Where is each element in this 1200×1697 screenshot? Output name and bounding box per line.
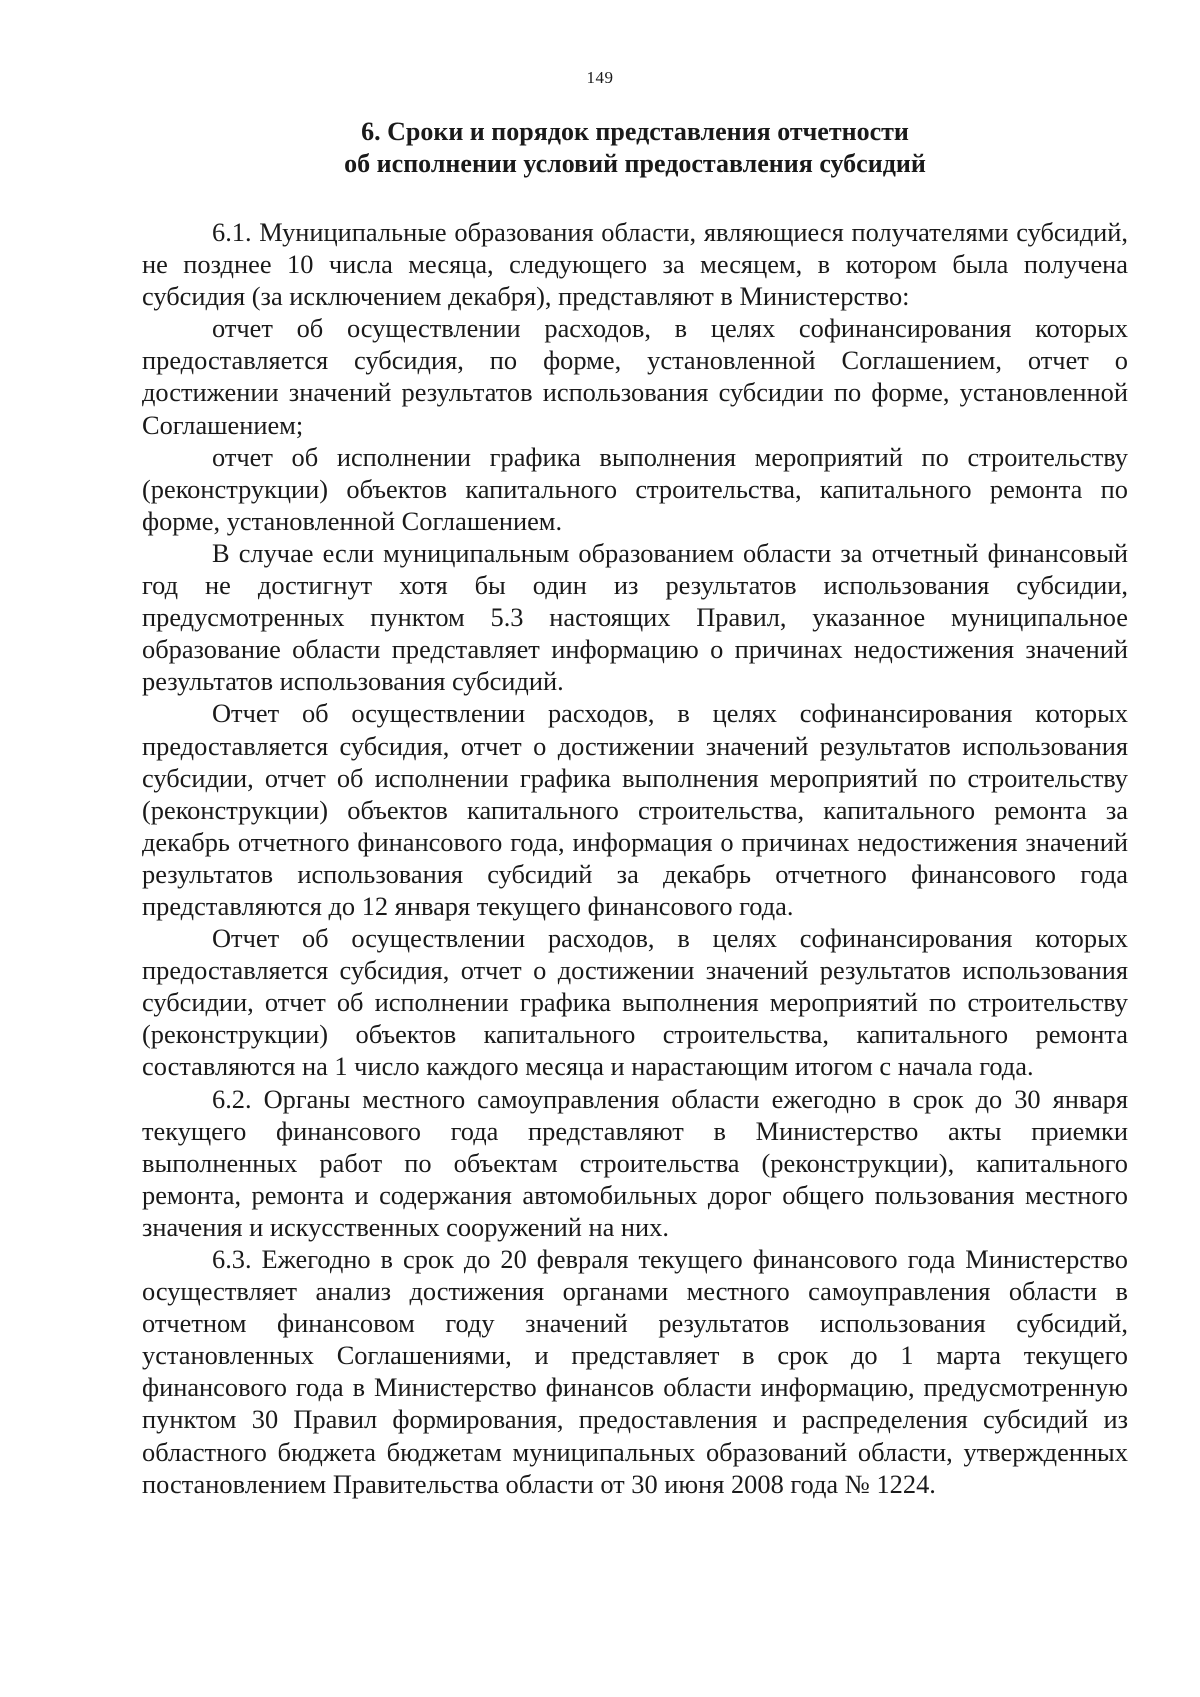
paragraph-6-2: 6.2. Органы местного самоуправления области ежегодно в срок до 30 января текущего финансового года представляют в Министерство акты приемки выполненных работ по объектам строительства (реконструкции), капитального ремонта, ремонта и содержания автомобильных дорог общего пользования местного значения и искусственных сооружений на них. [142, 1083, 1128, 1242]
section-heading-line-1: 6. Сроки и порядок представления отчетности [361, 117, 909, 146]
page-number: 149 [586, 68, 614, 87]
paragraph-6-1: 6.1. Муниципальные образования области, являющиеся получателями субсидий, не позднее 10 числа месяца, следующего за месяцем, в котором была получена субсидия (за исключением декабря), представляют в Министерство: [142, 217, 1128, 312]
document-body [142, 216, 1128, 1500]
paragraph-not-achieved: В случае если муниципальным образованием области за отчетный финансовый год не достигнут хотя бы один из результатов использования субсидии, предусмотренных пунктом 5.3 настоящих Правил, указанное муниципальное образование области представляет информацию о причинах недостижения значений результатов использования субсидий. [142, 537, 1128, 697]
section-heading-line-2: об исполнении условий предоставления субсидий [344, 149, 926, 178]
paragraph-6-3: 6.3. Ежегодно в срок до 20 февраля текущего финансового года Министерство осуществляет анализ достижения органами местного самоуправления области в отчетном финансовом году значений результатов использования субсидий, установленных Соглашениями, и представляет в срок до 1 марта текущего финансового года в Министерство финансов области информацию, предусмотренную пунктом 30 Правил формирования, предоставления и распределения субсидий из областного бюджета бюджетам муниципальных образований области, утвержденных постановлением Правительства области от 30 июня 2008 года № 1224. [142, 1244, 1128, 1499]
paragraph-report-expenses: отчет об осуществлении расходов, в целях софинансирования которых предоставляется субсидия, по форме, установленной Соглашением, отчет о достижении значений результатов использования субсидии по форме, установленной Соглашением; [142, 313, 1128, 440]
paragraph-december-reports: Отчет об осуществлении расходов, в целях софинансирования которых предоставляется субсидия, отчет о достижении значений результатов использования субсидии, отчет об исполнении графика выполнения мероприятий по строительству (реконструкции) объектов капитального строительства, капитального ремонта за декабрь отчетного финансового года, информация о причинах недостижения значений результатов использования субсидий за декабрь отчетного финансового года представляются до 12 января текущего финансового года. [142, 698, 1128, 921]
paragraph-monthly-reports: Отчет об осуществлении расходов, в целях софинансирования которых предоставляется субсидия, отчет о достижении значений результатов использования субсидии, отчет об исполнении графика выполнения мероприятий по строительству (реконструкции) объектов капитального строительства, капитального ремонта составляются на 1 число каждого месяца и нарастающим итогом с начала года. [142, 923, 1128, 1082]
paragraph-report-schedule: отчет об исполнении графика выполнения мероприятий по строительству (реконструкции) объектов капитального строительства, капитального ремонта по форме, установленной Соглашением. [142, 441, 1128, 536]
section-heading [140, 116, 1130, 180]
